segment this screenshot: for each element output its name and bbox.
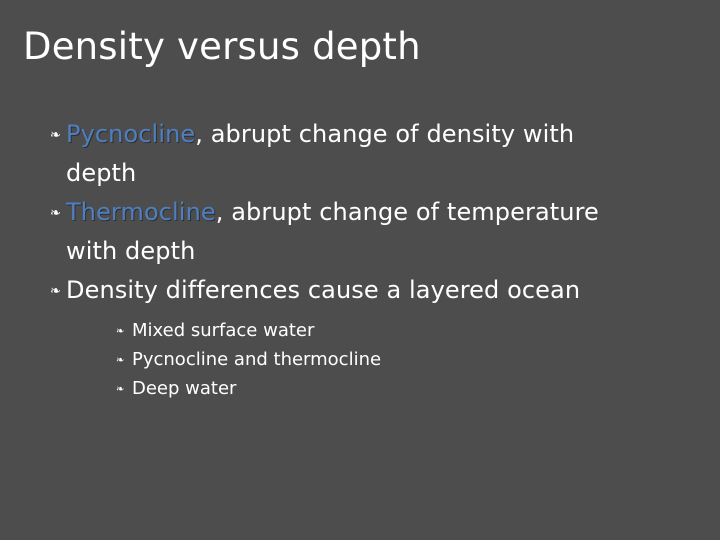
sub-bullet-text: Deep water <box>132 378 237 399</box>
bullet-list <box>50 115 700 403</box>
bullet-pycnocline <box>50 115 700 154</box>
bullet-density-differences <box>50 271 700 310</box>
leaf-bullet-icon: ❧ <box>116 384 125 395</box>
bullet-text: , abrupt change of density with <box>195 120 575 148</box>
bullet-text: , abrupt change of temperature <box>215 198 599 226</box>
sub-bullet-text: Mixed surface water <box>132 320 315 341</box>
slide-title: Density versus depth <box>23 25 421 68</box>
sub-bullet-pycnocline-thermocline <box>116 345 700 374</box>
term-thermocline: Thermocline <box>66 198 216 226</box>
bullet-thermocline <box>50 193 700 232</box>
leaf-bullet-icon: ❧ <box>50 206 61 221</box>
sub-bullet-text: Pycnocline and thermocline <box>132 349 382 370</box>
term-pycnocline: Pycnocline <box>66 120 196 148</box>
bullet-continuation: depth <box>66 159 137 187</box>
sub-bullet-deep-water <box>116 374 700 403</box>
leaf-bullet-icon: ❧ <box>116 355 125 366</box>
bullet-text: Density differences cause a layered ocean <box>66 276 581 304</box>
bullet-continuation: with depth <box>66 237 196 265</box>
sub-bullet-list <box>50 316 700 403</box>
sub-bullet-mixed-surface-water <box>116 316 700 345</box>
leaf-bullet-icon: ❧ <box>116 326 125 337</box>
leaf-bullet-icon: ❧ <box>50 284 61 299</box>
leaf-bullet-icon: ❧ <box>50 128 61 143</box>
